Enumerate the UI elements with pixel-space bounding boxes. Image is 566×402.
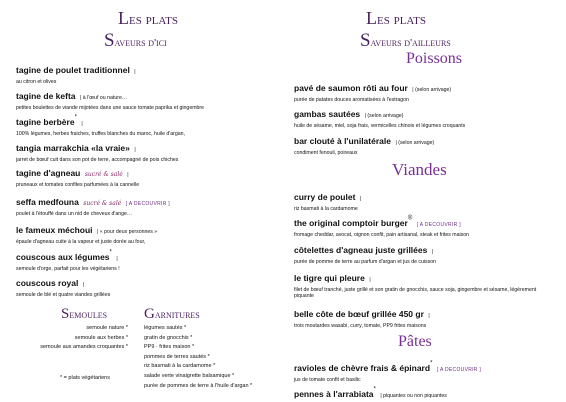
dish-name: pennes à l'arrabiata (294, 389, 374, 399)
dish-name: tagine berbère (16, 117, 75, 127)
dish-name: couscous royal (16, 278, 79, 288)
sweet-savory-label: sucré & salé (83, 200, 122, 207)
garnitures-list (144, 324, 252, 391)
dish-item (294, 213, 554, 238)
dish-name: côtelettes d'agneau juste grillées (294, 245, 428, 255)
dish-item: belle côte de bœuf grillée 450 gr | trois moutardes wasabi, curry, tomate, PP9 frites maisons (294, 304, 554, 329)
vegetarian-mark: * (373, 386, 376, 393)
page-header: Les plats (118, 8, 178, 28)
dish-description: trois moutardes wasabi, curry, tomate, PP9 frites maisons (294, 323, 427, 329)
dish-description: riz basmati à la cardamome (294, 206, 358, 212)
dish-description: purée de patates douces aromatisées à l'estragon (294, 97, 409, 103)
dish-item (294, 358, 554, 383)
pates-title: Pâtes (398, 333, 432, 350)
discover-tag: [ A DECOUVRIR ] (416, 222, 461, 228)
dish-item: le tigre qui pleure | filet de bœuf tranché, juste grillé et son gratin de gnocchis, sauce soja, gingembre et sésame, légèrement piquante (294, 268, 554, 299)
section-title-saveurs-ailleurs: Saveurs d'ailleurs (360, 30, 451, 51)
semoule-item: semoule nature * (86, 325, 128, 331)
section-title-saveurs-ici: Saveurs d'ici (104, 30, 167, 51)
dish-description: huile de sésame, miel, soja frais, vermicelles chinois et légumes croquants (294, 123, 466, 129)
garniture-item: pommes de terres sautés * (144, 353, 210, 360)
dish-description: fromage cheddar, avocat, oignon confit, pain artisanal, steak et frites maison (294, 232, 470, 238)
garniture-item: purée de pommes de terre à l'huile d'argan * (144, 382, 253, 389)
vegetarian-mark: * (109, 249, 112, 256)
dish-description: poulet à l'étouffé dans un nid de cheveux d'ange… (16, 211, 133, 217)
dish-name: tangia marrakchia «la vraie» (16, 143, 130, 153)
dish-item: bar clouté à l'unilatérale | (selon arrivage) condiment fenouil, poireaux (294, 131, 554, 156)
semoule-item: semoule aux herbes * (74, 334, 128, 341)
semoules-list (16, 324, 128, 353)
vegetarian-footnote: * = plats végétariens (60, 375, 110, 381)
dish-description: purée de pomme de terre au parfum d'argan et jus de cuisson (294, 259, 437, 265)
registered-mark: ® (407, 215, 413, 222)
dish-item: le fameux méchoui | « pour deux personnes » épaule d'agneau cuite à la vapeur et juste dorée au four, (16, 220, 276, 245)
dish-description: au citron et olives (16, 79, 57, 85)
poissons-title: Poissons (406, 50, 463, 67)
dish-name: seffa medfouna (16, 197, 79, 207)
dish-description: condiment fenouil, poireaux (294, 150, 358, 156)
dish-name: le fameux méchoui (16, 225, 93, 235)
garniture-item: gratin de gnocchis * (144, 334, 193, 341)
garniture-item: riz basmati à la cardamome * (144, 363, 216, 370)
dish-name: ravioles de chèvre frais & épinard (294, 363, 431, 373)
dish-item: côtelettes d'agneau juste grillées | purée de pomme de terre au parfum d'argan et jus de cuisson (294, 240, 554, 265)
dish-name: le tigre qui pleure (294, 273, 365, 283)
page-header: Les plats (366, 8, 426, 28)
viandes-title: Viandes (392, 160, 447, 179)
dish-description: semoule d'orge, parfait pour les végétariens ! (16, 266, 120, 272)
discover-tag: [ A DECOUVRIR ] (436, 367, 482, 373)
garniture-item: légumes sautés * (144, 325, 187, 331)
dish-item: tangia marrakchia «la vraie» | jarret de bœuf cuit dans son pot de terre, accompagné de pois chiches (16, 138, 276, 163)
dish-item: pennes à l'arrabiata* | piquantes ou non piquantes (294, 386, 447, 399)
dish-name: tagine de poulet traditionnel (16, 65, 130, 75)
dish-name: bar clouté à l'unilatérale (294, 136, 391, 146)
discover-tag: [ A DECOUVRIR ] (125, 201, 170, 207)
dish-name: belle côte de bœuf grillée 450 gr (294, 309, 424, 319)
dish-name: curry de poulet (294, 192, 356, 202)
sweet-savory-label: sucré & salé (84, 171, 123, 178)
garnitures-title: Garnitures (144, 306, 200, 322)
dish-name: tagine d'agneau (16, 168, 81, 178)
dish-item: tagine de kefta | à l'œuf ou nature… petites boulettes de viande mijotées dans une sauce tomate paprika et gingembre (16, 86, 276, 111)
semoule-item: semoule aux amandes croquantes * (40, 344, 128, 351)
semoules-title: Semoules (61, 306, 108, 322)
dish-description: jus de tomate confit et basilic (294, 377, 361, 383)
vegetarian-mark: * (430, 360, 433, 367)
dish-item: tagine d'agneau sucré & salé | pruneaux et tomates confites parfumées à la cannelle (16, 163, 276, 188)
dish-item: pavé de saumon rôti au four | (selon arrivage) purée de patates douces aromatisées à l'estragon (294, 78, 554, 103)
garniture-item: PP9 · frites maison * (144, 344, 195, 351)
dish-item: tagine berbère* | 100% légumes, herbes fraiches, truffes blanches du maroc, huile d'argan, (16, 112, 276, 137)
dish-description: 100% légumes, herbes fraiches, truffes blanches du maroc, huile d'argan, (16, 131, 186, 137)
dish-description: pruneaux et tomates confites parfumées à la cannelle (16, 182, 140, 188)
dish-item: couscous royal | semoule de blé et quatre viandes grillées (16, 273, 276, 298)
dish-name: the original comptoir burger (294, 218, 408, 228)
dish-description: semoule de blé et quatre viandes grillées (16, 292, 111, 298)
dish-item: gambas sautées | (selon arrivage) huile de sésame, miel, soja frais, vermicelles chinois et légumes croquants (294, 104, 554, 129)
dish-name: couscous aux légumes (16, 252, 110, 262)
dish-item (16, 192, 276, 217)
dish-name: pavé de saumon rôti au four (294, 83, 408, 93)
dish-item: tagine de poulet traditionnel | au citron et olives (16, 60, 276, 85)
dish-item: curry de poulet | riz basmati à la cardamome (294, 187, 554, 212)
garniture-item: salade verte vinaigrette balsamique * (144, 372, 235, 379)
dish-description: jarret de bœuf cuit dans son pot de terre, accompagné de pois chiches (16, 157, 179, 163)
dish-name: gambas sautées (294, 109, 361, 119)
dish-name: tagine de kefta (16, 91, 76, 101)
dish-description: filet de bœuf tranché, juste grillé et son gratin de gnocchis, sauce soja, gingembre et sésame, légèrement piquante (294, 287, 537, 299)
dish-description: petites boulettes de viande mijotées dans une sauce tomate paprika et gingembre (16, 105, 205, 111)
vegetarian-mark: * (74, 114, 77, 121)
dish-description: épaule d'agneau cuite à la vapeur et juste dorée au four, (16, 239, 146, 245)
dish-item: couscous aux légumes* | semoule d'orge, parfait pour les végétariens ! (16, 247, 276, 272)
